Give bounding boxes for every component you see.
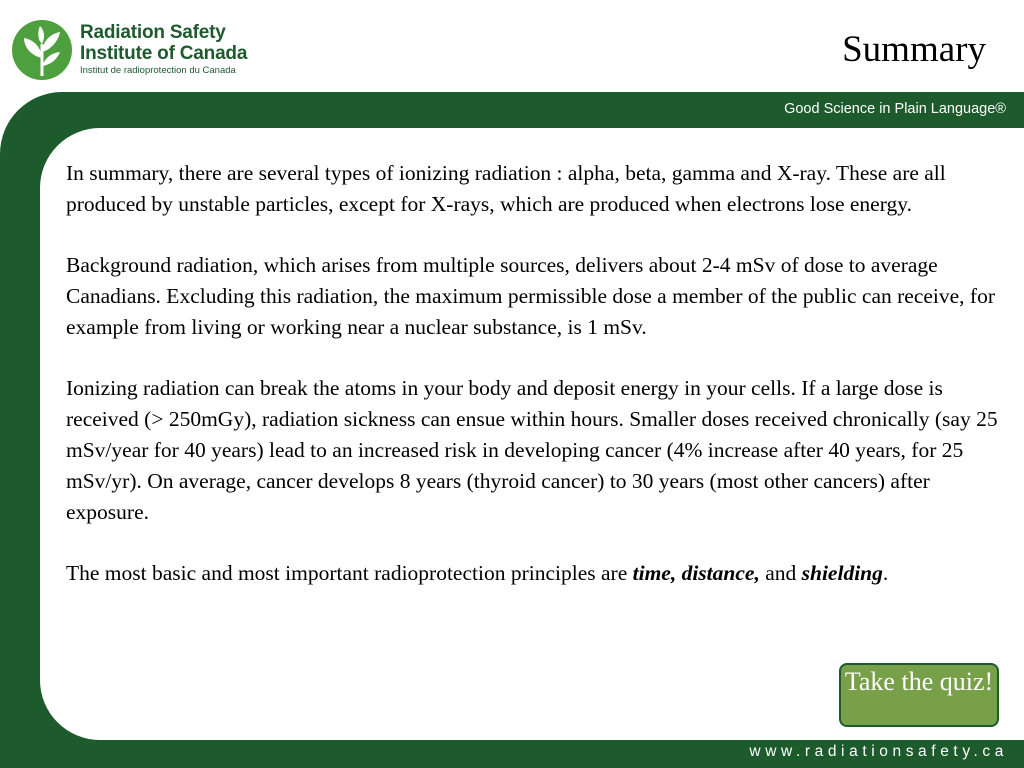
logo-wordmark [80, 22, 247, 78]
tagline: Good Science in Plain Language® [784, 101, 1006, 117]
org-name-line2: Institute of Canada [80, 43, 248, 64]
principles-intro: The most basic and most important radioprotection principles are [66, 561, 633, 585]
take-quiz-button[interactable]: Take the quiz! [839, 663, 999, 727]
paragraph-radiation-types: In summary, there are several types of ionizing radiation : alpha, beta, gamma and X-ray. These are all produced by unstable particles, except for X-rays, which are produced when electrons lose energy. [66, 161, 946, 216]
leaf-tree-logo-icon [10, 18, 74, 82]
principles-and: and [759, 561, 802, 585]
paragraph-principles [66, 558, 1006, 589]
summary-text [66, 158, 1006, 619]
org-name-french: Institut de radioprotection du Canada [80, 65, 236, 76]
principle-shielding: shielding [801, 561, 883, 585]
principles-end: . [882, 561, 889, 585]
principle-time-distance: time, distance, [632, 561, 760, 585]
page-title: Summary [842, 29, 986, 70]
footer-url: www.radiationsafety.ca [749, 743, 1008, 760]
org-name-line1: Radiation Safety [80, 22, 226, 43]
organization-logo [10, 16, 270, 82]
paragraph-background-radiation: Background radiation, which arises from multiple sources, delivers about 2-4 mSv of dose to average Canadians. Excluding this radiation, the maximum permissible dose a member of the public can receive, for example from living or working near a nuclear substance, is 1 mSv. [66, 253, 996, 339]
paragraph-health-effects: Ionizing radiation can break the atoms in your body and deposit energy in your cells. If a large dose is received (> 250mGy), radiation sickness can ensue within hours. Smaller doses received chronically (say 25 mSv/year for 40 years) lead to an increased risk in developing cancer (4% increase after 40 years, for 25 mSv/yr). On average, cancer develops 8 years (thyroid cancer) to 30 years (most other cancers) after exposure. [66, 376, 998, 524]
